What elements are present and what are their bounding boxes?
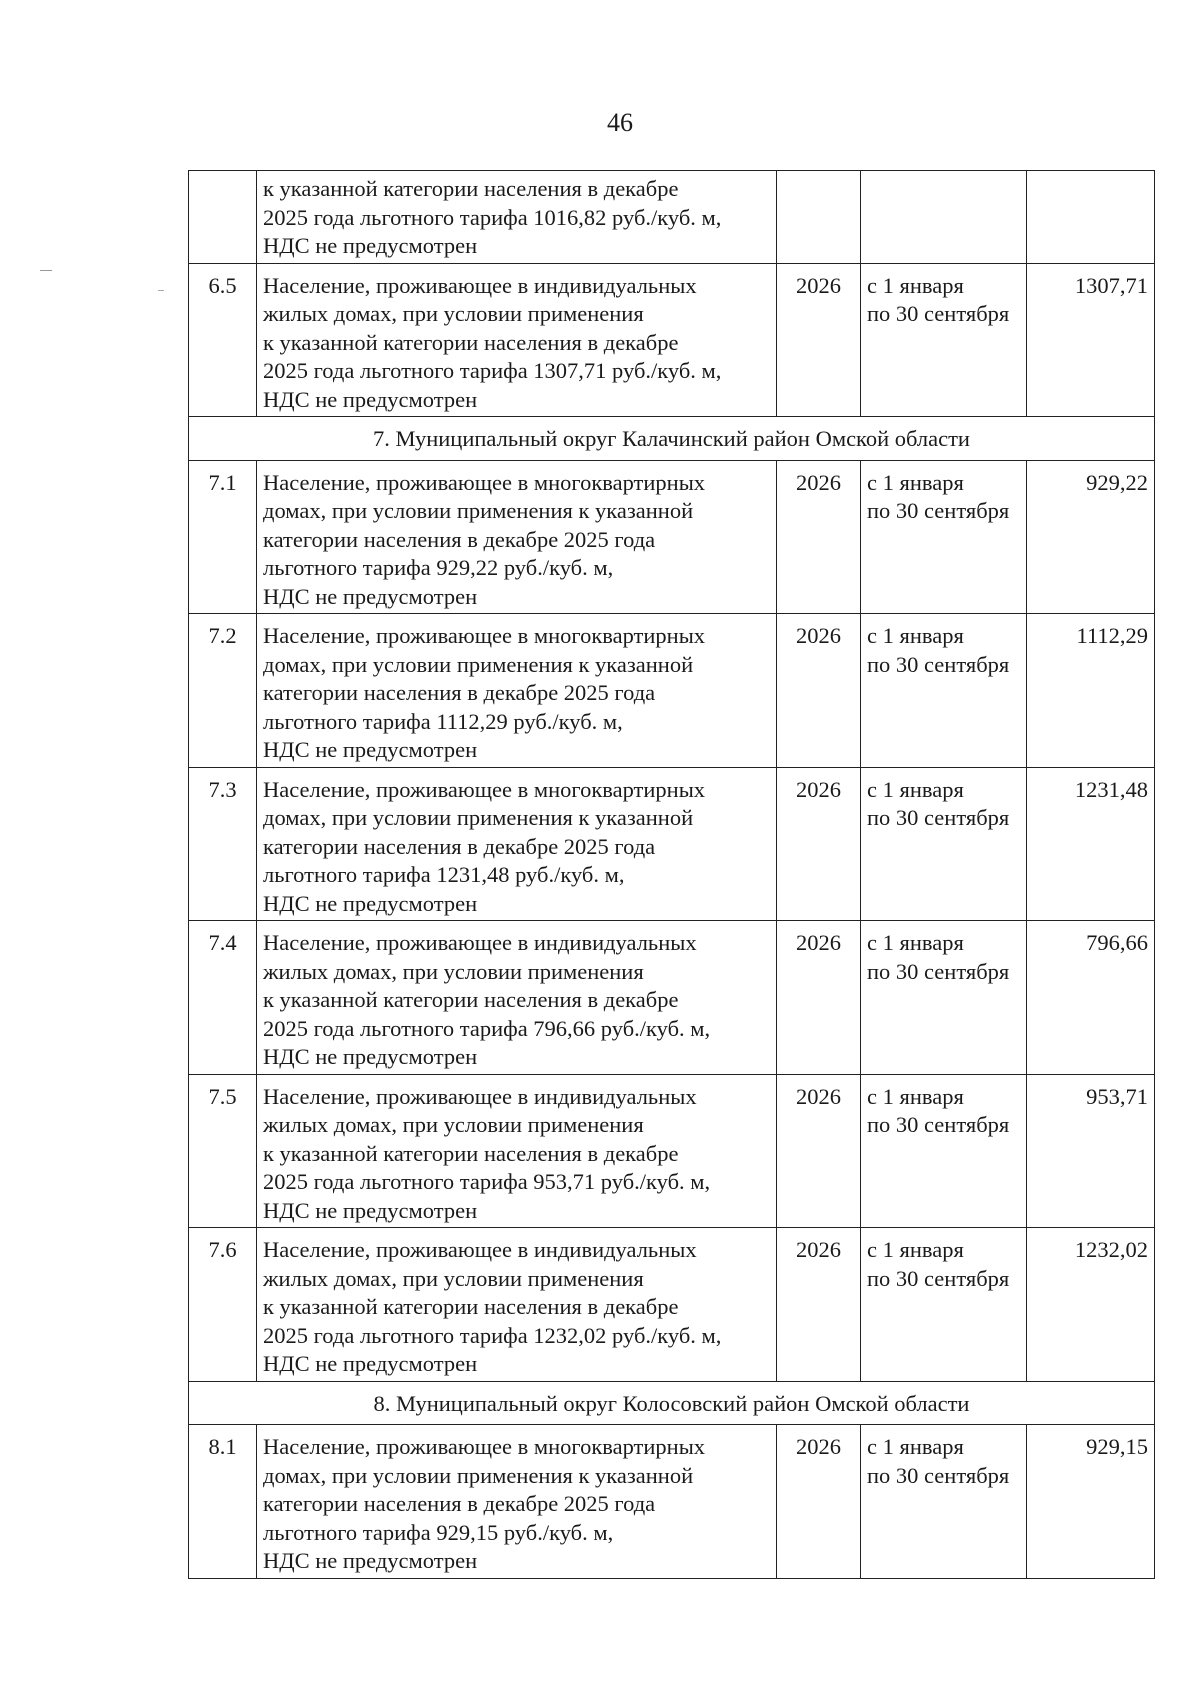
description-line: категории населения в декабре 2025 года (263, 526, 656, 552)
row-year: 2026 (777, 767, 861, 921)
period-start: с 1 января (867, 776, 964, 802)
period-end: по 30 сентября (867, 958, 1010, 984)
row-period-cell (861, 460, 1027, 614)
row-tariff-value: 796,66 (1027, 921, 1155, 1075)
row-description-cell (257, 1228, 777, 1382)
description-line: 2025 года льготного тарифа 953,71 руб./куб. м, (263, 1169, 711, 1194)
description-line: 2025 года льготного тарифа 1307,71 руб./куб. м, (263, 358, 722, 383)
row-tariff-value: 929,22 (1027, 460, 1155, 614)
row-period-cell (861, 614, 1027, 768)
description-line: к указанной категории населения в декабре (263, 176, 679, 201)
row-description-cell (257, 767, 777, 921)
period-end: по 30 сентября (867, 498, 1010, 523)
tariff-table (188, 170, 1155, 1579)
table-row (189, 1228, 1155, 1382)
description-line: категории населения в декабре 2025 года (263, 1491, 656, 1516)
description-line: льготного тарифа 1231,48 руб./куб. м, (263, 862, 625, 887)
row-year-cell (777, 171, 861, 264)
row-year: 2026 (777, 614, 861, 768)
description-line: категории населения в декабре 2025 года (263, 833, 656, 859)
row-year: 2026 (777, 263, 861, 417)
description-line: Население, проживающее в индивидуальных (263, 272, 697, 298)
table-row (189, 263, 1155, 417)
page-number: 46 (607, 108, 633, 137)
description-line: Население, проживающее в многоквартирных (263, 469, 706, 495)
description-line: жилых домах, при условии применения (263, 1265, 644, 1291)
period-end: по 30 сентября (867, 1265, 1010, 1291)
row-year: 2026 (777, 1425, 861, 1579)
row-period-cell (861, 1425, 1027, 1579)
description-line: Население, проживающее в индивидуальных (263, 1083, 697, 1109)
description-line: Население, проживающее в многоквартирных (263, 1434, 706, 1459)
description-line: домах, при условии применения к указанной (263, 498, 694, 523)
description-line: жилых домах, при условии применения (263, 301, 644, 326)
description-line: к указанной категории населения в декабре (263, 329, 679, 355)
description-line: Население, проживающее в индивидуальных (263, 1237, 697, 1262)
row-year: 2026 (777, 1074, 861, 1228)
row-tariff-value: 1231,48 (1027, 767, 1155, 921)
row-description-cell (257, 921, 777, 1075)
row-period-cell (861, 767, 1027, 921)
row-tariff-value: 929,15 (1027, 1425, 1155, 1579)
description-line: жилых домах, при условии применения (263, 958, 644, 984)
row-number-cell (189, 171, 257, 264)
section-title: 7. Муниципальный округ Калачинский район Омской области (189, 417, 1155, 461)
row-tariff-value: 1307,71 (1027, 263, 1155, 417)
row-period-cell (861, 1228, 1027, 1382)
table-row-continuation (189, 171, 1155, 264)
table-row (189, 767, 1155, 921)
description-line: НДС не предусмотрен (263, 583, 478, 609)
description-line: НДС не предусмотрен (263, 233, 478, 258)
period-start: с 1 января (867, 1237, 964, 1262)
description-line: НДС не предусмотрен (263, 386, 478, 412)
period-end: по 30 сентября (867, 301, 1010, 326)
row-description-cell (257, 1425, 777, 1579)
description-line: жилых домах, при условии применения (263, 1112, 644, 1137)
table-row (189, 921, 1155, 1075)
table-row (189, 1425, 1155, 1579)
row-number: 7.4 (189, 921, 257, 1075)
period-end: по 30 сентября (867, 651, 1010, 677)
section-title: 8. Муниципальный округ Колосовский район Омской области (189, 1381, 1155, 1425)
table-row (189, 614, 1155, 768)
row-tariff-value: 953,71 (1027, 1074, 1155, 1228)
description-line: к указанной категории населения в декабре (263, 1294, 679, 1319)
description-line: НДС не предусмотрен (263, 890, 478, 916)
period-start: с 1 января (867, 272, 964, 298)
description-line: льготного тарифа 929,22 руб./куб. м, (263, 555, 614, 580)
row-number: 7.5 (189, 1074, 257, 1228)
description-line: НДС не предусмотрен (263, 737, 478, 762)
row-number: 7.6 (189, 1228, 257, 1382)
description-line: Население, проживающее в индивидуальных (263, 930, 697, 955)
period-start: с 1 января (867, 1083, 964, 1109)
row-description-cell (257, 460, 777, 614)
row-number: 7.3 (189, 767, 257, 921)
period-start: с 1 января (867, 1434, 964, 1459)
row-tariff-value: 1112,29 (1027, 614, 1155, 768)
period-start: с 1 января (867, 623, 964, 648)
description-line: 2025 года льготного тарифа 1232,02 руб./куб. м, (263, 1322, 722, 1348)
row-period-cell (861, 171, 1027, 264)
row-number: 7.2 (189, 614, 257, 768)
description-line: категории населения в декабре 2025 года (263, 680, 656, 705)
row-description-cell (257, 614, 777, 768)
row-period-cell (861, 1074, 1027, 1228)
description-line: НДС не предусмотрен (263, 1044, 478, 1069)
description-line: Население, проживающее в многоквартирных (263, 776, 706, 802)
row-number: 6.5 (189, 263, 257, 417)
period-end: по 30 сентября (867, 805, 1010, 830)
description-line: НДС не предусмотрен (263, 1197, 478, 1223)
scan-artifact (40, 270, 52, 271)
description-line: НДС не предусмотрен (263, 1548, 478, 1573)
description-line: 2025 года льготного тарифа 796,66 руб./куб. м, (263, 1015, 711, 1041)
row-description-cell (257, 171, 777, 264)
description-line: НДС не предусмотрен (263, 1351, 478, 1376)
description-line: домах, при условии применения к указанной (263, 651, 694, 677)
row-number: 7.1 (189, 460, 257, 614)
period-start: с 1 января (867, 469, 964, 495)
description-line: 2025 года льготного тарифа 1016,82 руб./куб. м, (263, 204, 722, 230)
period-end: по 30 сентября (867, 1462, 1010, 1488)
row-number: 8.1 (189, 1425, 257, 1579)
row-description-cell (257, 263, 777, 417)
row-year: 2026 (777, 1228, 861, 1382)
row-tariff-value: 1232,02 (1027, 1228, 1155, 1382)
row-year: 2026 (777, 921, 861, 1075)
description-line: к указанной категории населения в декабре (263, 987, 679, 1012)
period-end: по 30 сентября (867, 1112, 1010, 1137)
table-row (189, 460, 1155, 614)
section-header-row (189, 417, 1155, 461)
description-line: Население, проживающее в многоквартирных (263, 623, 706, 648)
description-line: к указанной категории населения в декабре (263, 1140, 679, 1166)
row-description-cell (257, 1074, 777, 1228)
scan-artifact (158, 290, 164, 291)
table-row (189, 1074, 1155, 1228)
description-line: домах, при условии применения к указанной (263, 1462, 694, 1488)
description-line: домах, при условии применения к указанной (263, 805, 694, 830)
row-value-cell (1027, 171, 1155, 264)
period-start: с 1 января (867, 930, 964, 955)
section-header-row (189, 1381, 1155, 1425)
row-year: 2026 (777, 460, 861, 614)
row-period-cell (861, 921, 1027, 1075)
row-period-cell (861, 263, 1027, 417)
description-line: льготного тарифа 929,15 руб./куб. м, (263, 1519, 614, 1545)
description-line: льготного тарифа 1112,29 руб./куб. м, (263, 708, 623, 734)
